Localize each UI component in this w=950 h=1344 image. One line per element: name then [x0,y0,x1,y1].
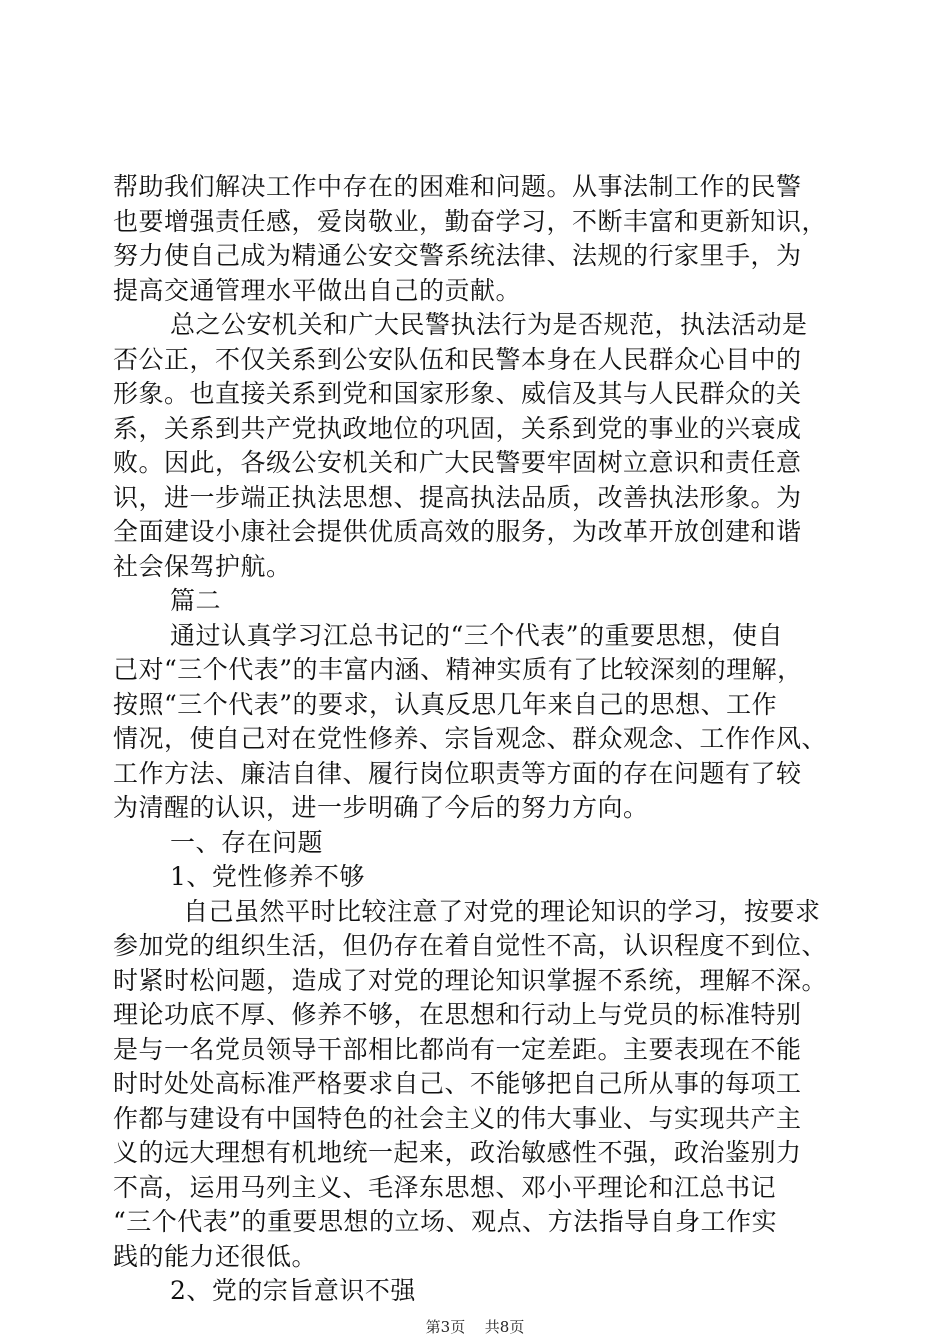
paragraph-start-line: 自己虽然平时比较注意了对党的理论知识的学习，按要求 [183,897,821,926]
paragraph-start-line: 总之公安机关和广大民警执法行为是否规范，执法活动是 [170,310,808,339]
text-line: “三个代表”的重要思想的立场、观点、方法指导自身工作实 [113,1207,778,1236]
text-line: 是与一名党员领导干部相比都尚有一定差距。主要表现在不能 [113,1035,802,1064]
text-line: 作都与建设有中国特色的社会主义的伟大事业、与实现共产主 [113,1104,802,1133]
subsection-heading: 2、党的宗旨意识不强 [170,1276,416,1305]
paragraph-start-line: 通过认真学习江总书记的“三个代表”的重要思想，使自 [170,621,784,650]
text-line: 全面建设小康社会提供优质高效的服务，为改革开放创建和谐 [113,517,802,546]
text-line: 践的能力还很低。 [113,1242,318,1271]
text-line: 情况，使自己对在党性修养、宗旨观念、群众观念、工作作风、 [113,724,828,753]
text-line: 己对“三个代表”的丰富内涵、精神实质有了比较深刻的理解， [113,655,803,684]
text-line: 努力使自己成为精通公安交警系统法律、法规的行家里手，为 [113,241,802,270]
text-line: 提高交通管理水平做出自己的贡献。 [113,276,522,305]
text-line: 也要增强责任感，爱岗敬业，勤奋学习，不断丰富和更新知识， [113,207,828,236]
text-line: 不高，运用马列主义、毛泽东思想、邓小平理论和江总书记 [113,1173,777,1202]
page-footer [0,1318,950,1336]
text-line: 时紧时松问题，造成了对党的理论知识掌握不系统，理解不深。 [113,966,828,995]
text-line: 否公正，不仅关系到公安队伍和民警本身在人民群众心目中的 [113,345,802,374]
text-line: 为清醒的认识，进一步明确了今后的努力方向。 [113,793,649,822]
text-line: 识，进一步端正执法思想、提高执法品质，改善执法形象。为 [113,483,802,512]
text-line: 时时处处高标准严格要求自己、不能够把自己所从事的每项工 [113,1069,802,1098]
text-line: 按照“三个代表”的要求，认真反思几年来自己的思想、工作 [113,690,778,719]
text-line: 参加党的组织生活，但仍存在着自觉性不高，认识程度不到位、 [113,931,828,960]
text-line: 理论功底不厚、修养不够，在思想和行动上与党员的标准特别 [113,1000,802,1029]
text-line: 帮助我们解决工作中存在的困难和问题。从事法制工作的民警 [113,172,802,201]
page-number: 第3页 [425,1318,466,1336]
subsection-heading: 一、存在问题 [170,828,324,857]
text-line: 形象。也直接关系到党和国家形象、威信及其与人民群众的关 [113,379,802,408]
text-line: 系，关系到共产党执政地位的巩固，关系到党的事业的兴衰成 [113,414,802,443]
page-total: 共8页 [484,1318,525,1336]
text-line: 败。因此，各级公安机关和广大民警要牢固树立意识和责任意 [113,448,802,477]
text-line: 工作方法、廉洁自律、履行岗位职责等方面的存在问题有了较 [113,759,802,788]
text-line: 社会保驾护航。 [113,552,292,581]
text-line: 义的远大理想有机地统一起来，政治敏感性不强，政治鉴别力 [113,1138,802,1167]
section-heading: 篇二 [170,586,222,615]
subsection-heading: 1、党性修养不够 [170,862,365,891]
